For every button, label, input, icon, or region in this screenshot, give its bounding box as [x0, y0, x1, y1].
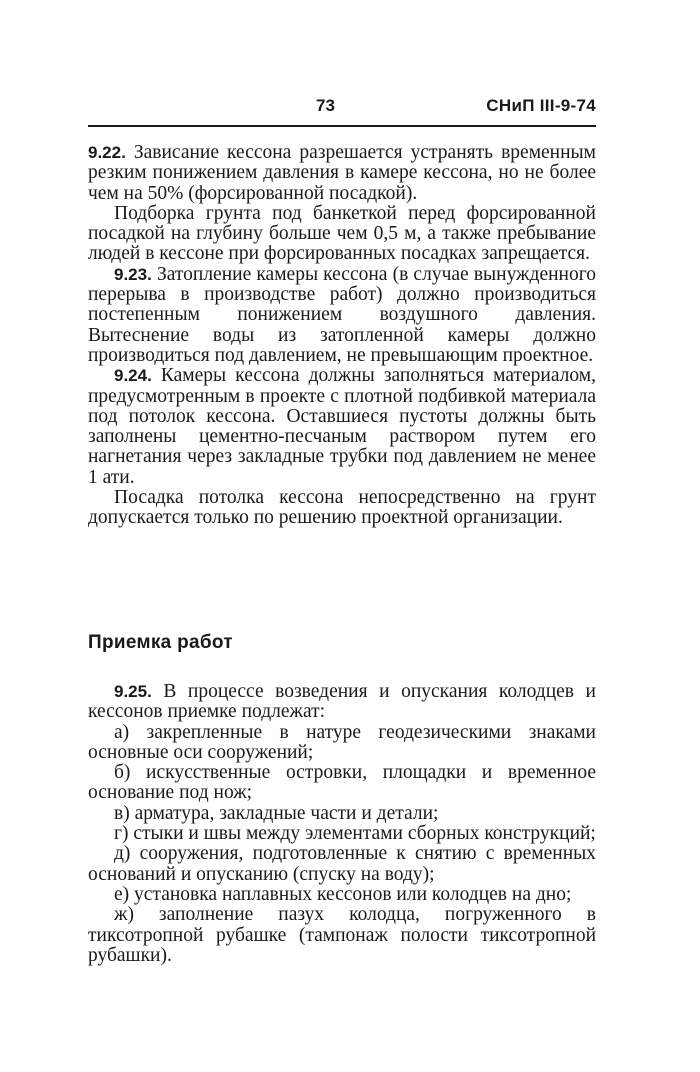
list-item-text: а) закрепленные в натуре геодезическими знаками основные оси сооружений; — [88, 721, 596, 763]
page-number: 73 — [316, 96, 335, 115]
paragraph-text: Подборка грунта под банкеткой перед форсированной посадкой на глубину больше чем 0,5 м, а также пребывание людей в кессоне при форсированных посадках запрещается. — [88, 202, 596, 265]
list-item-d — [88, 844, 596, 885]
list-item-text: г) стыки и швы между элементами сборных конструкций; — [114, 823, 596, 845]
paragraph-9-23 — [88, 265, 596, 366]
paragraph-text: Зависание кессона разрешается устранять временным резким понижением давления в камере кессона, но не более чем на 50% (форсированной посадкой). — [88, 142, 596, 204]
list-item-v — [88, 804, 596, 824]
list-item-text: ж) заполнение пазух колодца, погруженного в тиксотропной рубашке (тампонаж полости тиксотропной рубашки). — [88, 904, 596, 966]
page-header — [88, 96, 596, 126]
clause-number: 9.25. — [114, 682, 152, 701]
paragraph-text: В процессе возведения и опускания колодцев и кессонов приемке подлежат: — [88, 681, 596, 723]
list-item-text: д) сооружения, подготовленные к снятию с временных оснований и опусканию (спуску на воду); — [88, 843, 596, 885]
paragraph-text: Посадка потолка кессона непосредственно на грунт допускается только по решению проектной организации. — [88, 487, 596, 529]
paragraph-9-24 — [88, 366, 596, 488]
clause-number: 9.22. — [88, 143, 126, 162]
paragraph-ceiling — [88, 488, 596, 529]
list-item-a — [88, 723, 596, 764]
paragraph-excavation — [88, 204, 596, 265]
list-item-g — [88, 824, 596, 844]
body-text-block-2 — [88, 682, 596, 966]
list-item-e — [88, 885, 596, 905]
paragraph-9-22 — [88, 143, 596, 204]
section-heading: Приемка работ — [88, 632, 233, 653]
document-code: СНиП III-9-74 — [486, 96, 596, 115]
list-item-zh — [88, 905, 596, 966]
body-text-block-1 — [88, 143, 596, 529]
clause-number: 9.24. — [114, 366, 152, 386]
paragraph-text: Затопление камеры кессона (в случае вынужденного перерыва в производстве работ) должно производиться постепенным понижением воздушного давления. Вытеснение воды из затопленной камеры должно производиться под давлением, не превышающим проектное. — [88, 263, 596, 366]
paragraph-text: Камеры кессона должны заполняться материалом, предусмотренным в проекте с плотной подбивкой материала под потолок кессона. Оставшиеся пустоты должны быть заполнены цементно-песчаным раствором путем его нагнетания через закладные трубки под давлением не менее 1 ати. — [88, 365, 596, 488]
list-item-text: е) установка наплавных кессонов или колодцев на дно; — [114, 883, 572, 905]
list-item-b — [88, 763, 596, 804]
clause-number: 9.23. — [114, 264, 152, 284]
list-item-text: б) искусственные островки, площадки и временное основание под нож; — [88, 762, 596, 804]
paragraph-9-25 — [88, 682, 596, 723]
list-item-text: в) арматура, закладные части и детали; — [114, 802, 439, 824]
header-rule — [88, 125, 596, 127]
